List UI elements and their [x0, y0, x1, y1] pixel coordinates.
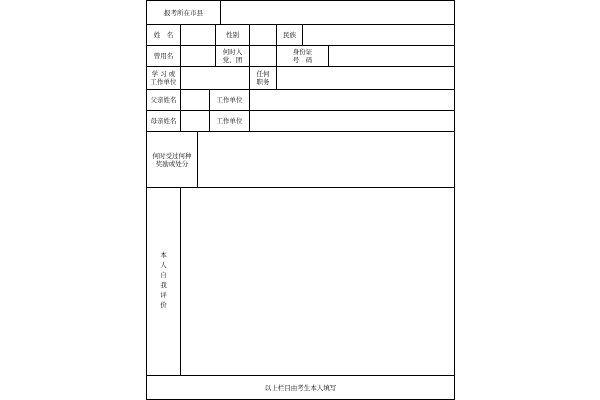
position-field[interactable] — [276, 66, 455, 90]
gender-field[interactable] — [249, 24, 277, 46]
study-work-unit-field[interactable] — [180, 66, 250, 90]
gender-label: 性别 — [226, 31, 239, 39]
id-card-label: 身份证 号 码 — [292, 48, 313, 64]
mother-name-field[interactable] — [180, 110, 210, 132]
party-join-field[interactable] — [249, 45, 277, 67]
mother-name-label: 母亲姓名 — [150, 117, 177, 125]
id-card-field[interactable] — [328, 45, 455, 67]
self-eval-field[interactable] — [180, 187, 455, 376]
self-eval-label: 本 人 自 我 评 价 — [160, 251, 167, 309]
name-label: 姓 名 — [153, 31, 174, 39]
name-field[interactable] — [180, 24, 216, 46]
mother-work-unit-field[interactable] — [249, 110, 455, 132]
father-name-label: 父亲姓名 — [150, 96, 177, 104]
awards-field[interactable] — [197, 131, 455, 188]
position-label: 任何 职务 — [256, 70, 270, 86]
mother-work-unit-label: 工作单位 — [216, 117, 243, 125]
father-work-unit-field[interactable] — [249, 89, 455, 111]
ethnicity-label: 民族 — [283, 31, 296, 39]
former-name-field[interactable] — [180, 45, 216, 67]
ethnicity-field[interactable] — [302, 24, 455, 46]
exam-county-label: 报考所在市县 — [164, 8, 203, 17]
study-work-unit-label: 学 习 或 工作单位 — [150, 70, 177, 86]
former-name-label: 曾用名 — [153, 52, 174, 60]
awards-label: 何时受过何种 奖励或处分 — [152, 151, 192, 168]
party-join-label: 何时入 党、团 — [222, 48, 243, 64]
footer-note: 以上栏目由考生本人填写 — [264, 383, 337, 392]
father-name-field[interactable] — [180, 89, 210, 111]
exam-county-field[interactable] — [220, 0, 455, 25]
father-work-unit-label: 工作单位 — [216, 96, 243, 104]
